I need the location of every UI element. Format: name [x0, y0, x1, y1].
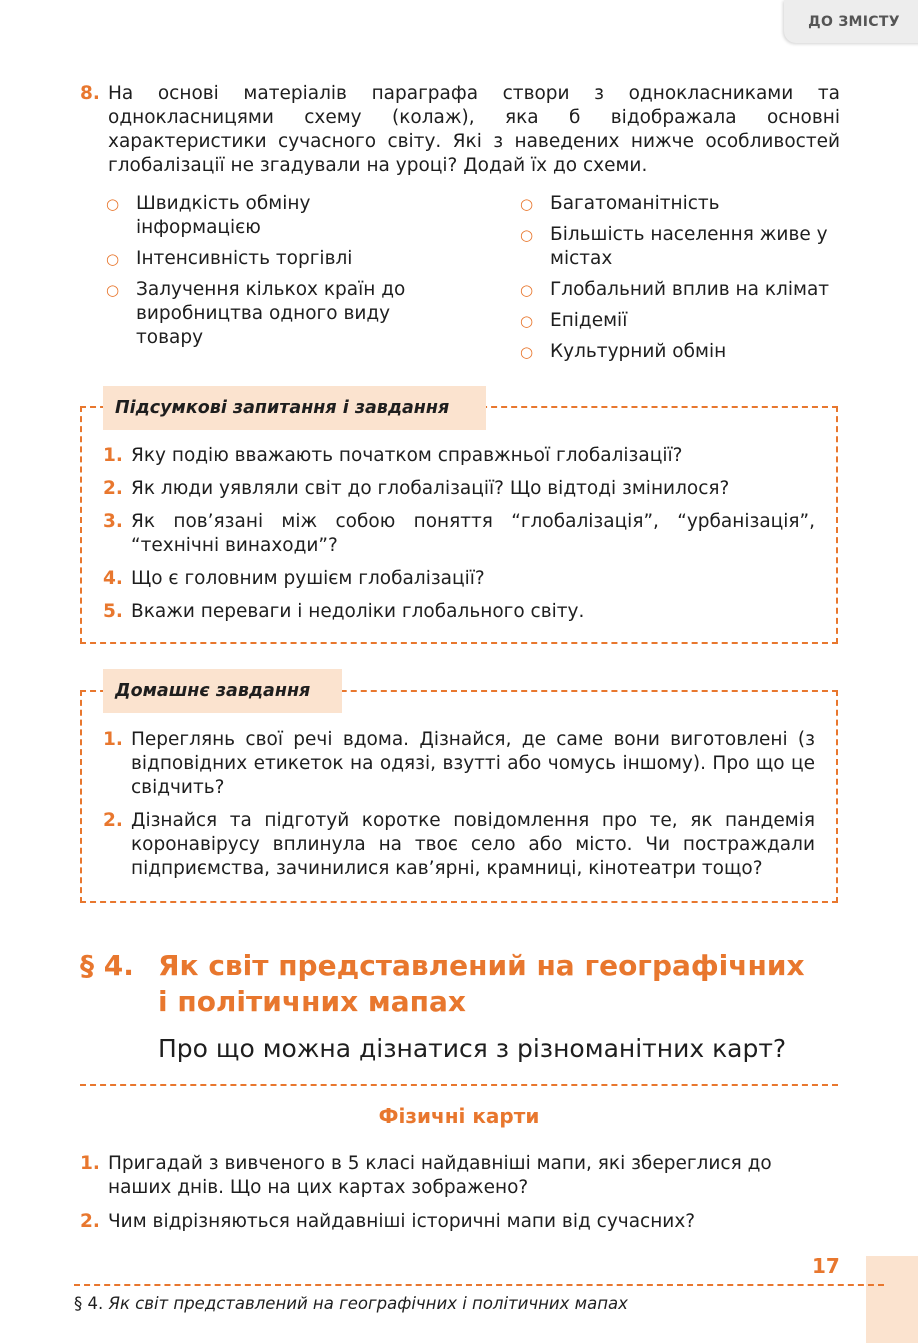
- bullet-circle-icon: ○: [106, 281, 120, 299]
- list-item: 2. Як люди уявляли світ до глобалізації? Що відтоді змінилося?: [103, 478, 730, 499]
- features-list-left: [106, 192, 436, 357]
- list-item: ○ Глобальний вплив на клімат: [520, 279, 830, 300]
- list-item: 3. Як пов’язані між собою поняття “глобалізація”, “урбанізація”, “технічні винаходи”?: [103, 511, 815, 556]
- bullet-circle-icon: ○: [520, 195, 534, 213]
- running-footer: § 4. Як світ представлений на географічних і політичних мапах: [74, 1294, 628, 1313]
- features-list-right: [520, 192, 840, 371]
- page-corner-decoration: [866, 1256, 918, 1343]
- list-item: ○ Культурний обмін: [520, 341, 727, 362]
- task-number: 8.: [80, 83, 100, 104]
- list-item: 1. Переглянь свої речі вдома. Дізнайся, де саме вони виготовлені (з відповідних етикеток на одязі, взутті або чомусь іншому). Про що це свідчить?: [103, 729, 815, 798]
- bullet-circle-icon: ○: [106, 250, 120, 268]
- physical-maps-heading: Фізичні карти: [378, 1104, 540, 1128]
- list-item: 1. Яку подію вважають початком справжньої глобалізації?: [103, 445, 683, 466]
- list-item: 2. Дізнайся та підготуй коротке повідомлення про те, як пандемія коронавірусу вплинула на твоє село або місто. Чи постраждали підприємства, зачинилися кав’ярні, крамниці, кінотеатри тощо?: [103, 810, 815, 879]
- summary-label: Підсумкові запитання і завдання: [103, 386, 486, 430]
- list-item: ○ Інтенсивність торгівлі: [106, 248, 353, 269]
- task-text: На основі матеріалів параграфа створи з однокласниками та однокласницями схему (колаж), яка б відображала основні характеристики сучасного світу. Які з наведених нижче особливостей глобалізації не згадували на уроці? Додай їх до схеми.: [108, 83, 840, 176]
- homework-tasks: [103, 728, 815, 890]
- list-item: ○ Епідемії: [520, 310, 628, 331]
- bullet-circle-icon: ○: [520, 312, 534, 330]
- task-8: [80, 82, 840, 178]
- bullet-circle-icon: ○: [520, 343, 534, 361]
- toc-button[interactable]: ДО ЗМІСТУ: [784, 0, 918, 43]
- list-item: ○ Швидкість обміну інформацією: [106, 193, 311, 238]
- section-number: § 4.: [80, 949, 134, 982]
- list-item: ○ Багатоманітність: [520, 193, 720, 214]
- bullet-circle-icon: ○: [520, 226, 534, 244]
- physical-maps-tasks: [80, 1152, 840, 1244]
- list-item: ○ Більшість населення живе у містах: [520, 224, 828, 269]
- list-item: ○ Залучення кількох країн до виробництва одного виду товару: [106, 279, 406, 348]
- bullet-circle-icon: ○: [106, 195, 120, 213]
- divider: [80, 1084, 838, 1086]
- page-number: 17: [812, 1254, 840, 1278]
- homework-label: Домашнє завдання: [103, 669, 342, 713]
- section-title: Як світ представлений на географічних і політичних мапах: [158, 949, 805, 1018]
- list-item: 5. Вкажи переваги і недоліки глобального світу.: [103, 601, 585, 622]
- section-subtitle: Про що можна дізнатися з різноманітних карт?: [158, 1034, 787, 1063]
- bullet-circle-icon: ○: [520, 281, 534, 299]
- footer-divider: [74, 1284, 884, 1286]
- list-item: 4. Що є головним рушієм глобалізації?: [103, 568, 485, 589]
- list-item: 1. Пригадай з вивченого в 5 класі найдавніші мапи, які збереглися до наших днів. Що на цих картах зображено?: [80, 1153, 772, 1198]
- summary-questions: [103, 444, 815, 633]
- list-item: 2. Чим відрізняються найдавніші історичні мапи від сучасних?: [80, 1211, 696, 1232]
